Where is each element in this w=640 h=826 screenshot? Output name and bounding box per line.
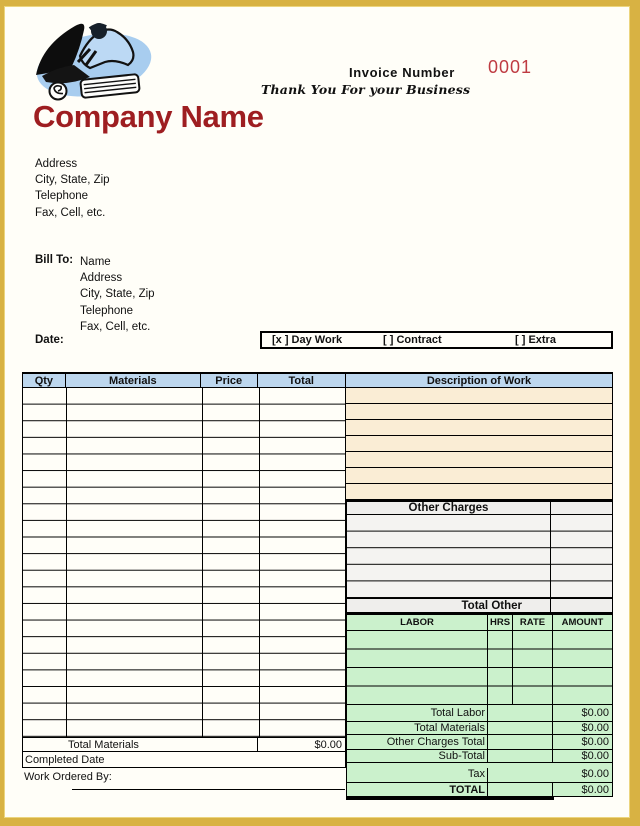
bill-to-line: Name bbox=[80, 256, 111, 268]
summary-spacer-cell bbox=[488, 750, 553, 762]
materials-total-label: Total Materials bbox=[23, 738, 258, 751]
bill-to-line: Fax, Cell, etc. bbox=[80, 320, 151, 333]
summary-value: $0.00 bbox=[581, 722, 609, 734]
summary-spacer-cell bbox=[488, 783, 553, 796]
materials-table-body bbox=[22, 388, 346, 737]
work-ordered-by-label: Work Ordered By: bbox=[24, 771, 112, 783]
other-charges-header-row bbox=[346, 500, 613, 515]
summary-label: Other Charges Total bbox=[347, 735, 488, 749]
thank-you-message: Thank You For your Business bbox=[261, 82, 471, 97]
date-label: Date: bbox=[35, 334, 64, 346]
invoice-table bbox=[22, 372, 613, 800]
summary-value: $0.00 bbox=[581, 707, 609, 719]
company-name: Company Name bbox=[33, 99, 264, 134]
column-divider bbox=[259, 388, 260, 737]
column-divider bbox=[512, 631, 513, 705]
work-ordered-by-row bbox=[22, 768, 346, 794]
summary-value: $0.00 bbox=[581, 750, 609, 762]
summary-row-grand-total bbox=[346, 783, 613, 797]
summary-row-total-labor bbox=[346, 705, 613, 722]
summary-label: Sub-Total bbox=[347, 750, 488, 762]
column-divider bbox=[66, 388, 67, 737]
completed-date-row bbox=[22, 752, 346, 768]
summary-row-other-charges-total bbox=[346, 735, 613, 750]
materials-total-row bbox=[22, 737, 346, 752]
column-divider bbox=[487, 631, 488, 705]
checkbox-contract[interactable]: [ ] Contract bbox=[383, 334, 442, 346]
summary-row-sub-total bbox=[346, 750, 613, 763]
col-header-amount: AMOUNT bbox=[561, 617, 604, 628]
summary-spacer-cell bbox=[488, 722, 553, 734]
materials-total-value: $0.00 bbox=[314, 738, 342, 751]
company-address-line: Telephone bbox=[35, 190, 89, 203]
labor-table-body bbox=[346, 631, 613, 705]
checkbox-extra[interactable]: [ ] Extra bbox=[515, 334, 556, 346]
bill-to-label: Bill To: bbox=[35, 254, 74, 266]
other-charges-body bbox=[346, 515, 613, 598]
summary-value: $0.00 bbox=[581, 783, 609, 796]
col-header-materials: Materials bbox=[66, 374, 201, 387]
work-type-selector bbox=[260, 331, 613, 349]
col-header-price: Price bbox=[201, 374, 258, 387]
bill-to-line: Telephone bbox=[80, 304, 134, 317]
col-header-labor: LABOR bbox=[347, 615, 488, 630]
mechanic-logo bbox=[28, 15, 154, 107]
company-address-line: City, State, Zip bbox=[35, 174, 110, 187]
summary-row-total-materials bbox=[346, 722, 613, 735]
col-header-hrs: HRS bbox=[488, 615, 513, 630]
summary-value: $0.00 bbox=[581, 768, 609, 780]
signature-line bbox=[72, 789, 345, 790]
completed-date-label: Completed Date bbox=[25, 753, 105, 766]
total-other-label: Total Other bbox=[347, 599, 551, 612]
description-of-work-body bbox=[346, 388, 613, 500]
col-header-qty: Qty bbox=[23, 374, 66, 387]
summary-value: $0.00 bbox=[581, 736, 609, 748]
invoice-number-label: Invoice Number bbox=[349, 65, 455, 80]
col-header-total: Total bbox=[288, 374, 314, 387]
summary-spacer-cell bbox=[488, 705, 553, 721]
bill-to-line: City, State, Zip bbox=[80, 288, 155, 301]
table-bottom-border bbox=[346, 797, 554, 800]
bill-to-block bbox=[80, 254, 155, 335]
column-divider bbox=[552, 631, 553, 705]
summary-label: Tax bbox=[347, 768, 488, 782]
column-divider bbox=[202, 388, 203, 737]
company-address-line: Fax, Cell, etc. bbox=[35, 206, 106, 219]
company-address-block bbox=[35, 156, 110, 221]
company-address-line: Address bbox=[35, 158, 78, 170]
col-header-rate: RATE bbox=[513, 615, 553, 630]
column-divider bbox=[550, 515, 551, 598]
bill-to-line: Address bbox=[80, 272, 123, 285]
materials-table-header bbox=[22, 372, 346, 388]
invoice-number-value: 0001 bbox=[488, 57, 533, 77]
checkbox-day-work[interactable]: [x ] Day Work bbox=[272, 334, 343, 346]
description-of-work-header: Description of Work bbox=[346, 372, 613, 388]
summary-label: Total Materials bbox=[347, 722, 488, 734]
summary-spacer-cell bbox=[488, 735, 553, 749]
total-other-row bbox=[346, 598, 613, 613]
summary-label: Total Labor bbox=[347, 705, 488, 721]
summary-row-tax bbox=[346, 763, 613, 783]
summary-label: TOTAL bbox=[347, 783, 488, 796]
labor-table-header bbox=[346, 613, 613, 631]
other-charges-title: Other Charges bbox=[347, 502, 551, 514]
